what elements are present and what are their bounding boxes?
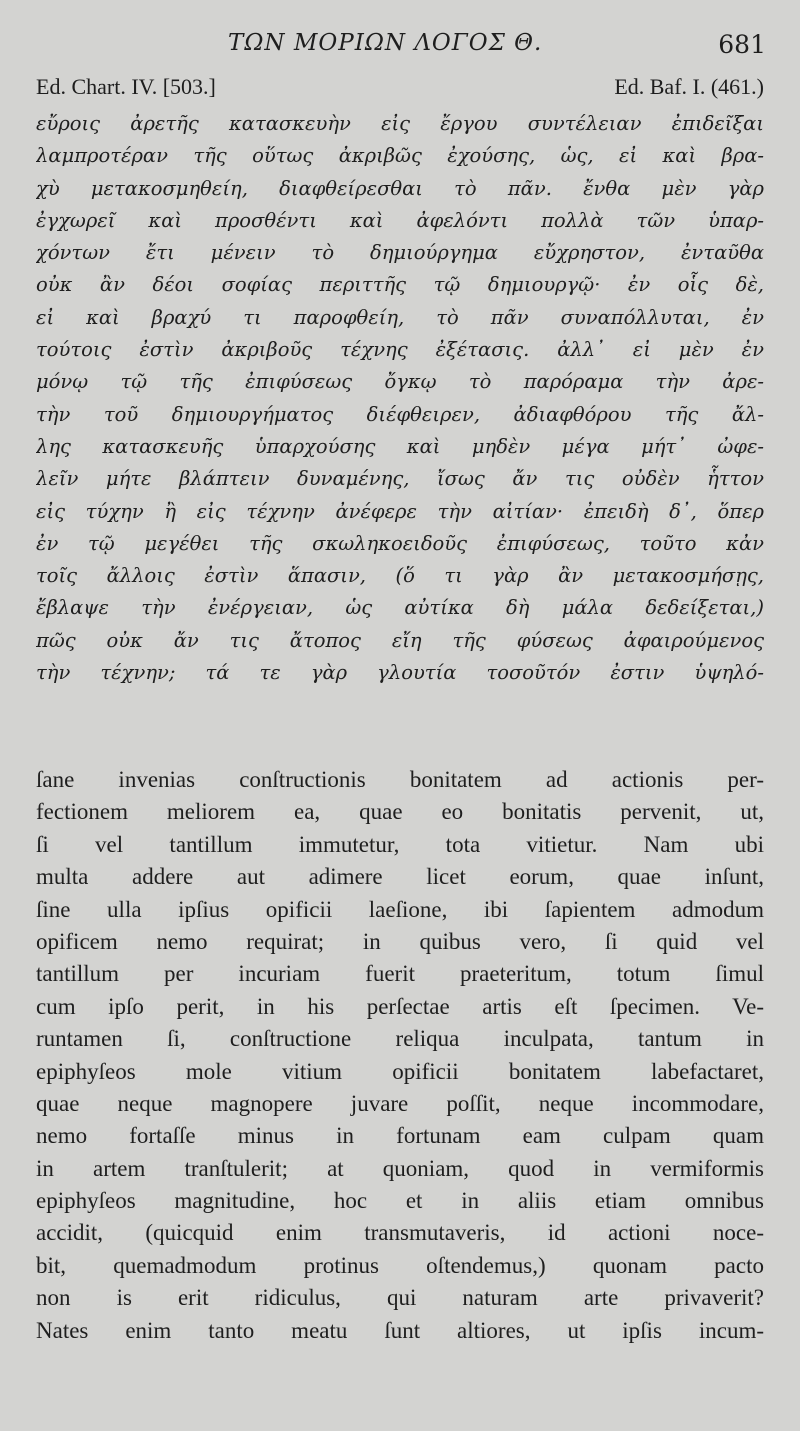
latin-text-line: accidit, (quicquid enim transmutaveris, id actioni noce- (36, 1220, 764, 1246)
greek-text-line: ἐγχωρεῖ καὶ προσθέντι καὶ ἀφελόντι πολλὰ τῶν ὑπαρ- (36, 208, 764, 232)
latin-text-line: bit, quemadmodum protinus oſtendemus,) quonam pacto (36, 1252, 764, 1278)
latin-text-line: multa addere aut adimere licet eorum, quae inſunt, (36, 864, 764, 890)
edition-reference-line (36, 74, 764, 104)
latin-text-line: ſi vel tantillum immutetur, tota vitietur. Nam ubi (36, 831, 764, 857)
edition-chart-reference: Ed. Chart. IV. [503.] (36, 74, 216, 99)
greek-text-line: εἰ καὶ βραχύ τι παροφθείη, τὸ πᾶν συναπόλλυται, ἐν (36, 305, 764, 329)
greek-text-line: πῶς οὐκ ἄν τις ἄτοπος εἴη τῆς φύσεως ἀφαιρούμενος (36, 628, 764, 652)
edition-basel-reference: Ed. Baf. I. (461.) (614, 74, 764, 99)
latin-text-line: cum ipſo perit, in his perſectae artis eſt ſpecimen. Ve- (36, 993, 764, 1019)
greek-text-line: χόντων ἔτι μένειν τὸ δημιούργημα εὔχρηστον, ἐνταῦθα (36, 241, 764, 265)
greek-text-line: τὴν τέχνην; τά τε γὰρ γλουτία τοσοῦτόν ἐστιν ὑψηλό- (36, 661, 764, 685)
greek-text-line: τὴν τοῦ δημιουργήματος διέφθειρεν, ἀδιαφθόρου τῆς ἄλ- (36, 402, 764, 426)
latin-text-line: fectionem meliorem ea, quae eo bonitatis pervenit, ut, (36, 799, 764, 825)
greek-text-line: τοῖς ἄλλοις ἐστὶν ἅπασιν, (ὅ τι γὰρ ἂν μετακοσμήσῃς, (36, 564, 764, 588)
latin-text-line: epiphyſeos mole vitium opificii bonitatem labefactaret, (36, 1058, 764, 1084)
greek-text-line: λαμπροτέραν τῆς οὕτως ἀκριβῶς ἐχούσης, ὡς, εἰ καὶ βρα- (36, 144, 764, 168)
greek-text-line: χὺ μετακοσμηθείη, διαφθείρεσθαι τὸ πᾶν. ἔνθα μὲν γὰρ (36, 176, 764, 200)
greek-text-line: ἐν τῷ μεγέθει τῆς σκωληκοειδοῦς ἐπιφύσεως, τοῦτο κἀν (36, 531, 764, 555)
latin-text-line: epiphyſeos magnitudine, hoc et in aliis etiam omnibus (36, 1188, 764, 1214)
greek-text-block (36, 108, 764, 689)
greek-text-line: τούτοις ἐστὶν ἀκριβοῦς τέχνης ἐξέτασις. ἀλλ᾿ εἰ μὲν ἐν (36, 338, 764, 362)
greek-text-line: οὐκ ἂν δέοι σοφίας περιττῆς τῷ δημιουργῷ· ἐν οἷς δὲ, (36, 273, 764, 297)
latin-text-line: opificem nemo requirat; in quibus vero, ſi quid vel (36, 928, 764, 954)
greek-text-line: μόνῳ τῷ τῆς ἐπιφύσεως ὄγκῳ τὸ παρόραμα τὴν ἀρε- (36, 370, 764, 394)
latin-text-line: in artem tranſtulerit; at quoniam, quod in vermiformis (36, 1155, 764, 1181)
latin-text-line: ſane invenias conſtructionis bonitatem ad actionis per- (36, 767, 764, 792)
greek-text-line: λης κατασκευῆς ὑπαρχούσης καὶ μηδὲν μέγα μήτ᾿ ὠφε- (36, 434, 764, 458)
greek-text-line: εἰς τύχην ἢ εἰς τέχνην ἀνέφερε τὴν αἰτίαν· ἐπειδὴ δ᾿, ὅπερ (36, 499, 764, 523)
latin-text-line: quae neque magnopere juvare poſſit, neque incommodare, (36, 1090, 764, 1116)
greek-text-line: ἔβλαψε τὴν ἐνέργειαν, ὡς αὐτίκα δὴ μάλα δεδείξεται,) (36, 596, 764, 620)
latin-text-line: non is erit ridiculus, qui naturam arte privaverit? (36, 1285, 764, 1311)
page-number: 681 (718, 30, 766, 59)
latin-text-line: tantillum per incuriam fuerit praeteritum, totum ſimul (36, 961, 764, 987)
greek-text-line: λεῖν μήτε βλάπτειν δυναμένης, ἴσως ἄν τις οὐδὲν ἧττον (36, 467, 764, 491)
latin-text-line: runtamen ſi, conſtructione reliqua inculpata, tantum in (36, 1026, 764, 1052)
greek-text-line: εὔροις ἀρετῆς κατασκευὴν εἰς ἔργου συντέλειαν ἐπιδεῖξαι (36, 112, 764, 135)
running-head (0, 26, 800, 62)
latin-translation-block (36, 764, 764, 1347)
latin-text-line: Nates enim tanto meatu ſunt altiores, ut ipſis incum- (36, 1317, 764, 1343)
latin-text-line: nemo fortaſſe minus in fortunam eam culpam quam (36, 1123, 764, 1149)
latin-text-line: ſine ulla ipſius opificii laeſione, ibi ſapientem admodum (36, 896, 764, 922)
running-title: ΤΩΝ ΜΟΡΙΩΝ ΛΟΓΟΣ Θ. (228, 30, 543, 56)
